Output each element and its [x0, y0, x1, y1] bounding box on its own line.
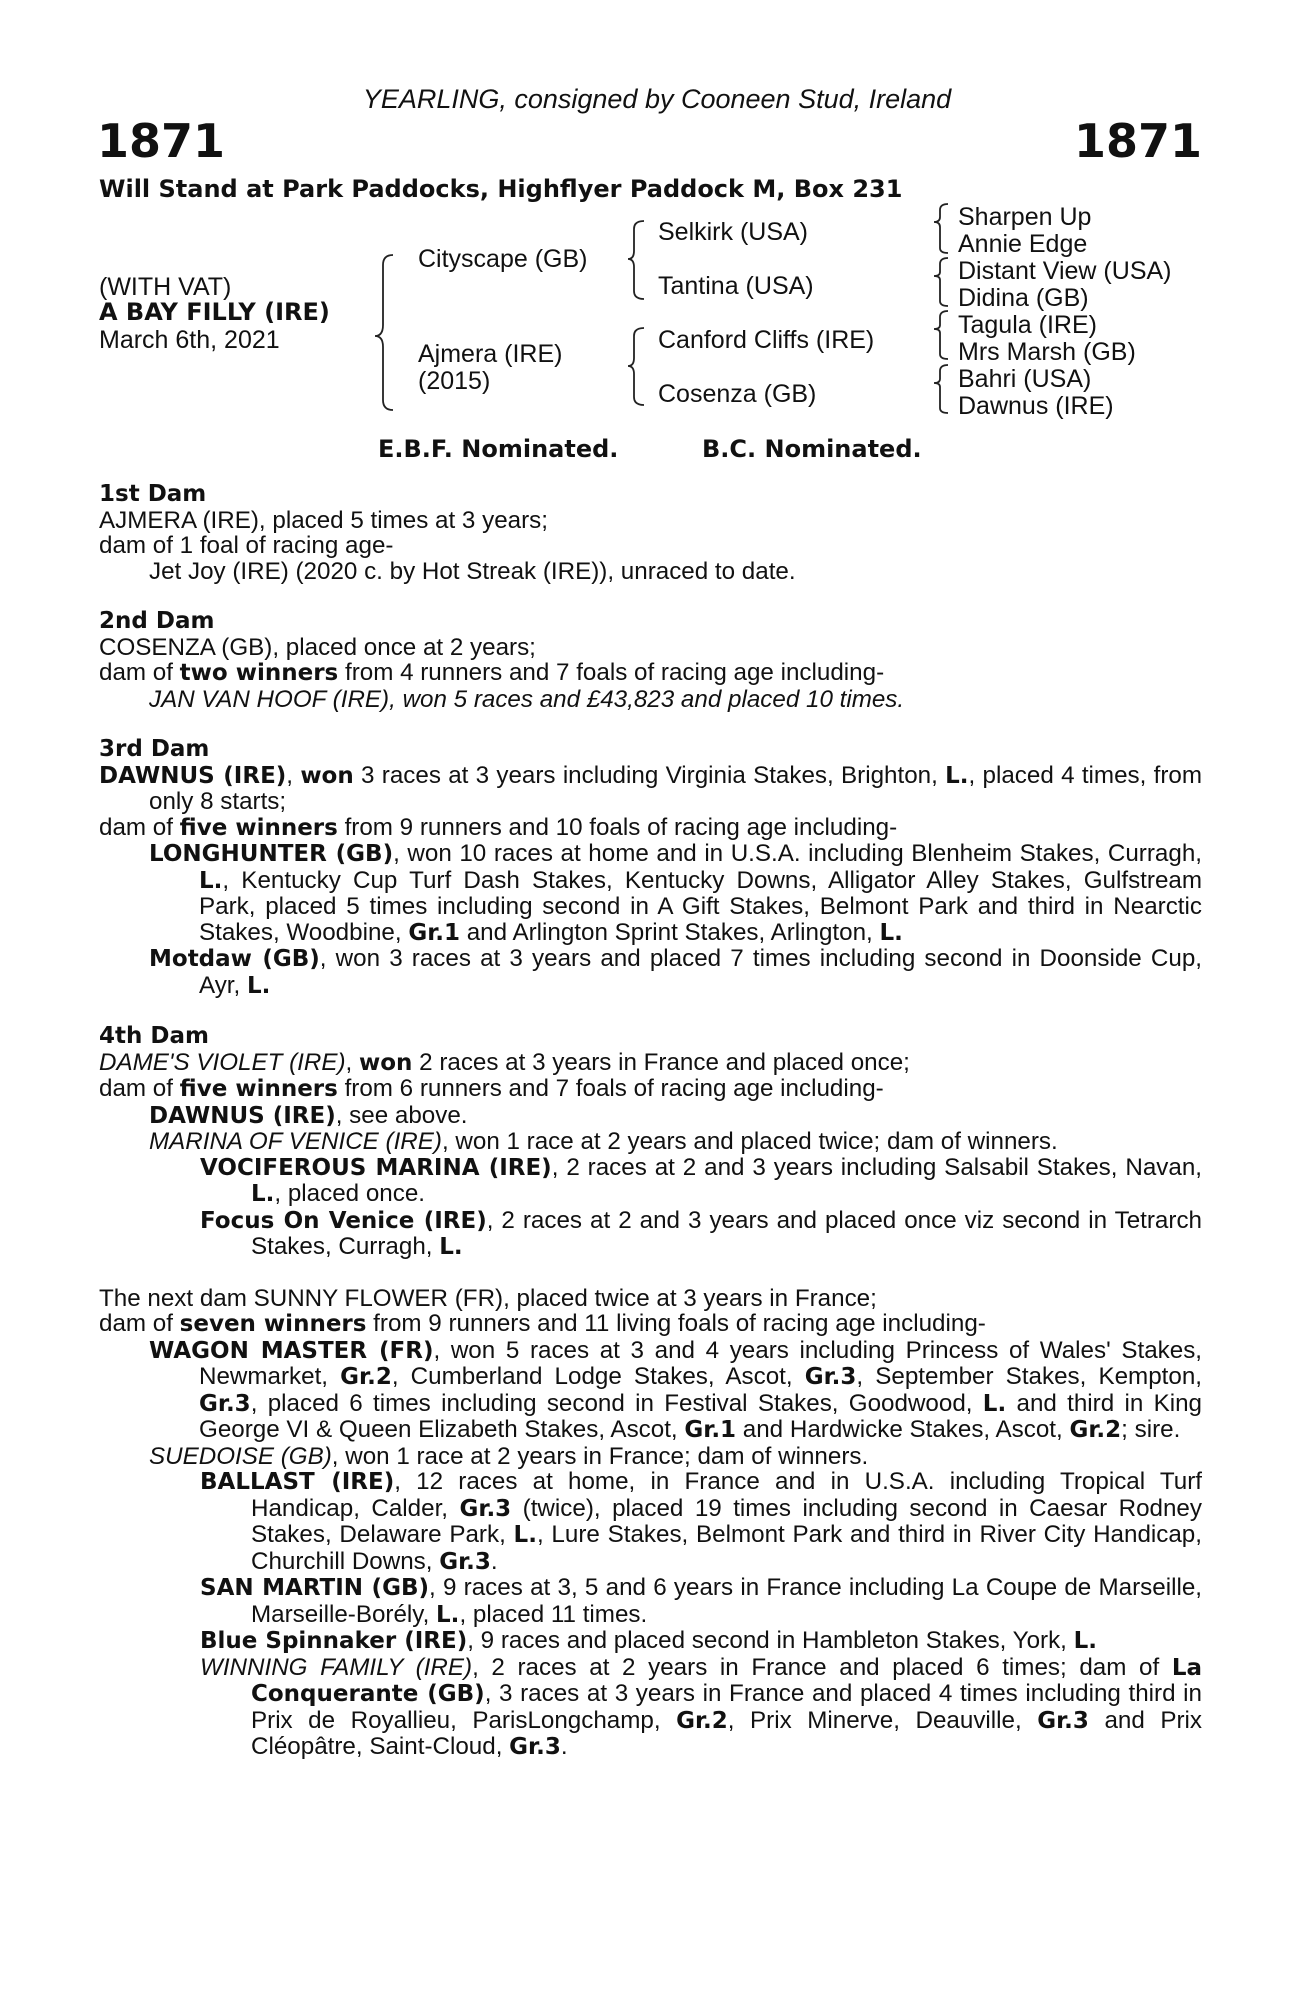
next-dam-grandproduce-4: WINNING FAMILY (IRE), 2 races at 2 years in France and placed 6 times; dam of La Conquerante (GB), 3 races at 3 years in France and placed 4 times including third in Prix de Royallieu, ParisLongchamp, Gr.2, Prix Minerve, Deauville, Gr.3 and Prix Cléopâtre, Saint-Cloud, Gr.3.: [200, 1653, 1203, 1760]
gg1-brace: [934, 204, 948, 253]
great-grandparent-7: Bahri (USA): [958, 365, 1092, 393]
main-brace: [375, 255, 393, 410]
dam-line-body: [99, 482, 1202, 1761]
consignment-line: YEARLING, consigned by Cooneen Stud, Ireland: [362, 84, 952, 114]
fourth-dam-grandproduce-2: Focus On Venice (IRE), 2 races at 2 and 3 years and placed once viz second in Tetrarch Stakes, Curragh, L.: [200, 1206, 1202, 1260]
next-dam-produce-1: WAGON MASTER (FR), won 5 races at 3 and 4 years including Princess of Wales' Stakes, Newmarket, Gr.2, Cumberland Lodge Stakes, Ascot, Gr.3, September Stakes, Kempton, Gr.3, placed 6 times including second in Festival Stakes, Goodwood, L. and third in King George VI & Queen Elizabeth Stakes, Ascot, Gr.1 and Hardwicke Stakes, Ascot, Gr.2; sire.: [149, 1336, 1203, 1443]
third-dam-produce-2: Motdaw (GB), won 3 races at 3 years and placed 7 times including second in Doonside Cup, Ayr, L.: [149, 945, 1202, 999]
great-grandparent-1: Sharpen Up: [958, 203, 1092, 231]
first-dam-heading: 1st Dam: [99, 481, 207, 507]
next-dam-produce-intro: dam of seven winners from 9 runners and 11 living foals of racing age including-: [99, 1310, 986, 1337]
first-dam-produce: Jet Joy (IRE) (2020 c. by Hot Streak (IRE)), unraced to date.: [149, 557, 796, 585]
sire-sire: Selkirk (USA): [658, 218, 809, 246]
great-grandparent-6: Mrs Marsh (GB): [958, 338, 1136, 366]
great-grandparent-3: Distant View (USA): [958, 257, 1172, 285]
fourth-dam-produce-intro: dam of five winners from 6 runners and 7 foals of racing age including-: [99, 1075, 884, 1102]
fourth-dam-grandproduce-1: VOCIFEROUS MARINA (IRE), 2 races at 2 and 3 years including Salsabil Stakes, Navan, L., placed once.: [200, 1153, 1202, 1207]
gg4-brace: [934, 365, 948, 413]
dam-sire: Canford Cliffs (IRE): [658, 326, 875, 354]
third-dam-line: DAWNUS (IRE), won 3 races at 3 years including Virginia Stakes, Brighton, L., placed 4 times, from only 8 starts;: [99, 761, 1202, 815]
next-dam-grandproduce-3: Blue Spinnaker (IRE), 9 races and placed second in Hambleton Stakes, York, L.: [200, 1627, 1098, 1654]
horse-name: A BAY FILLY (IRE): [99, 298, 330, 326]
gg2-brace: [934, 258, 948, 306]
dam: Ajmera (IRE): [418, 340, 563, 368]
sire: Cityscape (GB): [418, 245, 588, 273]
gg3-brace: [934, 311, 948, 359]
fourth-dam-produce-1: DAWNUS (IRE), see above.: [149, 1101, 468, 1129]
third-dam-produce-1: LONGHUNTER (GB), won 10 races at home and in U.S.A. including Blenheim Stakes, Curragh, L., Kentucky Cup Turf Dash Stakes, Kentucky Downs, Alligator Alley Stakes, Gulfstream Park, placed 5 times including second in A Gift Stakes, Belmont Park and third in Nearctic Stakes, Woodbine, Gr.1 and Arlington Sprint Stakes, Arlington, L.: [149, 840, 1202, 946]
great-grandparent-8: Dawnus (IRE): [958, 392, 1114, 420]
fourth-dam-produce-2: MARINA OF VENICE (IRE), won 1 race at 2 years and placed twice; dam of winners.: [149, 1128, 1058, 1155]
great-grandparent-5: Tagula (IRE): [958, 311, 1097, 339]
fourth-dam-heading: 4th Dam: [99, 1023, 209, 1049]
foaling-date: March 6th, 2021: [99, 326, 280, 354]
second-dam-heading: 2nd Dam: [99, 608, 215, 634]
first-dam-produce-intro: dam of 1 foal of racing age-: [99, 532, 394, 559]
second-dam-produce-intro: dam of two winners from 4 runners and 7 foals of racing age including-: [99, 659, 885, 686]
dam-dam: Cosenza (GB): [658, 380, 817, 408]
next-dam-line: The next dam SUNNY FLOWER (FR), placed twice at 3 years in France;: [99, 1284, 877, 1312]
vat-note: (WITH VAT): [99, 273, 232, 301]
sire-dam: Tantina (USA): [658, 272, 814, 300]
second-dam-produce: JAN VAN HOOF (IRE), won 5 races and £43,823 and placed 10 times.: [149, 685, 905, 713]
third-dam-produce-intro: dam of five winners from 9 runners and 10 foals of racing age including-: [99, 813, 898, 841]
great-grandparent-2: Annie Edge: [958, 230, 1088, 258]
bc-nomination: B.C. Nominated.: [702, 435, 922, 463]
pedigree-braces: [0, 0, 1314, 440]
next-dam-grandproduce-2: SAN MARTIN (GB), 9 races at 3, 5 and 6 years in France including La Coupe de Marseille, Marseille-Borély, L., placed 11 times.: [200, 1574, 1202, 1628]
great-grandparent-4: Didina (GB): [958, 284, 1089, 312]
second-dam-line: COSENZA (GB), placed once at 2 years;: [99, 633, 536, 661]
dam-brace: [628, 328, 644, 405]
next-dam-grandproduce-1: BALLAST (IRE), 12 races at home, in France and in U.S.A. including Tropical Turf Handicap, Calder, Gr.3 (twice), placed 19 times including second in Caesar Rodney Stakes, Delaware Park, L., Lure Stakes, Belmont Park and third in River City Handicap, Churchill Downs, Gr.3.: [200, 1468, 1202, 1575]
dam-year: (2015): [418, 367, 491, 395]
ebf-nomination: E.B.F. Nominated.: [378, 435, 619, 463]
next-dam-produce-2: SUEDOISE (GB), won 1 race at 2 years in France; dam of winners.: [149, 1442, 869, 1470]
first-dam-line: AJMERA (IRE), placed 5 times at 3 years;: [99, 506, 548, 534]
fourth-dam-line: DAME'S VIOLET (IRE), won 2 races at 3 years in France and placed once;: [99, 1048, 910, 1076]
sire-brace: [628, 221, 644, 299]
lot-number-left: 1871: [97, 114, 226, 168]
stable-location: Will Stand at Park Paddocks, Highflyer Paddock M, Box 231: [99, 175, 903, 203]
lot-number-right: 1871: [1073, 114, 1202, 168]
third-dam-heading: 3rd Dam: [99, 736, 210, 762]
